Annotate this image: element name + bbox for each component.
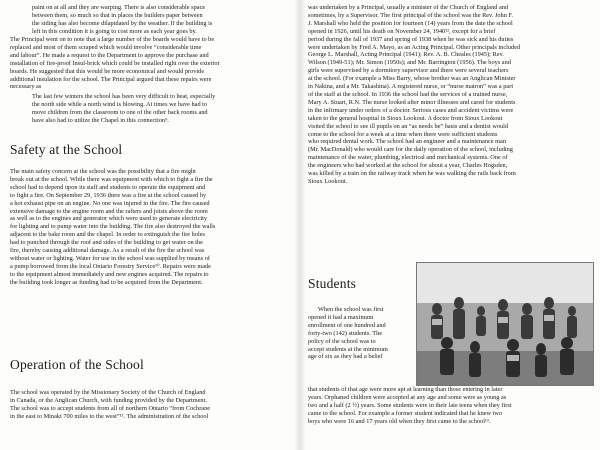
text-line: in the east to Minaki 700 miles to the west”¹¹. The administration of the school xyxy=(10,412,209,420)
text-line: in Nakina, and a Mr. Takashina). A registered nurse, or “nurse matron” was a part xyxy=(308,83,514,91)
paragraph-students-wide xyxy=(308,386,592,426)
text-line: When the school was first xyxy=(318,306,384,313)
heading-safety xyxy=(10,142,290,158)
text-line: extensive damage to the engine room and the rafters and joists above the room xyxy=(10,207,208,215)
text-line: George L. Marshall, Acting Principal (1941); Rev. A. B. Cheales (1945); Rev. xyxy=(308,51,504,59)
text-line: came to the school. For example a former student indicated that he knew two xyxy=(308,409,503,417)
text-line: and labour”. He made a request to the Department to approve the purchase and xyxy=(10,51,209,59)
text-line: the siding has also become dilapidated by the weather. If the building is xyxy=(32,19,213,27)
principal-quote-block xyxy=(10,93,290,125)
text-line: school had to depend upon its staff and students to operate the equipment and xyxy=(10,183,206,191)
text-line: forty-two (142) students. The xyxy=(308,329,383,337)
paragraph-operation xyxy=(10,389,290,421)
paragraph-administration xyxy=(308,4,592,186)
text-line: years. Orphaned children were accepted at any age and some were as young as xyxy=(308,393,507,401)
text-line: visited the school to see ill pupils on an “as needs be” basis and a dentist would xyxy=(308,122,509,130)
text-line: the north side while a north wind is blowing. At times we have had to xyxy=(32,100,208,108)
students-photo xyxy=(416,262,594,386)
text-line: a hot exhaust pipe on an engine. No one was injured in the fire. The fire caused xyxy=(10,199,210,207)
section-heading: Students xyxy=(308,276,357,291)
paragraph-students-narrow xyxy=(308,306,412,361)
text-line: enrollment of one hundred and xyxy=(308,321,386,329)
text-line: replaced and most of them scraped which would involve “considerable time xyxy=(10,43,202,51)
heading-students xyxy=(308,276,412,292)
text-line: sometimes, by a Supervisor. The first principal of the school was the Rev. John F. xyxy=(308,11,513,19)
text-line: maintenance of the water, plumbing, electrical and mechanical systems. One of xyxy=(308,154,508,162)
text-line: to fight a fire. On September 29, 1936 there was a fire at the school caused by xyxy=(10,191,207,199)
text-line: boys who were 16 and 17 years old when they first came to the school¹³. xyxy=(308,417,491,425)
text-line: for lighting and to pump water into the building. The fire also destroyed the walls xyxy=(10,223,216,231)
text-line: Wilson (1949-51); Mr. Simon (1950s); and Mr. Barrington (1956). The boys and xyxy=(308,59,511,67)
text-line: left in this condition it is going to cost more as each year goes by. xyxy=(32,27,197,35)
section-heading: Operation of the School xyxy=(10,357,144,372)
text-line: was killed by a train on the railway track when he was walking the rails back from xyxy=(308,170,516,178)
text-line: were undertaken by Fred A. Mayo, as an Acting Principal. Other principals included xyxy=(308,43,521,51)
text-line: necessary as xyxy=(10,83,42,91)
text-line: opened it had a maximum xyxy=(308,313,374,321)
text-line: had to punched through the roof and sides of the building to get water on the xyxy=(10,239,203,247)
paragraph-repairs xyxy=(10,36,290,91)
text-line: have also had to utilize the Chapel in this connection⁹. xyxy=(32,116,169,124)
text-line: who required dental work. The school had an engineer and a maintenance man xyxy=(308,138,506,146)
text-line: The school was operated by the Missionary Society of the Church of England xyxy=(10,389,206,396)
text-line: girls were supervised by a dormitory supervisor and there were several teachers xyxy=(308,67,509,75)
text-line: adjacent to the bake room and the chapel. In order to extinguish the fire holes xyxy=(10,231,205,239)
text-line: The last few winters the school has been very difficult to heat, especially xyxy=(32,93,216,100)
heading-operation xyxy=(10,357,290,373)
section-heading: Safety at the School xyxy=(10,142,123,157)
text-line: J. Marshall who held the position for fourteen (14) years from the date the school xyxy=(308,19,513,27)
text-line: in Canada, or the Anglican Church, with funding provided by the Department. xyxy=(10,396,207,404)
book-gutter-shadow xyxy=(294,0,306,450)
text-line: fire, thereby causing additional damage. As a result of the fire the school was xyxy=(10,247,205,255)
text-line: a pump borrowed from the local Ontario Forestry Service¹⁰. Repairs were made xyxy=(10,262,211,270)
text-line: period during the fall of 1937 and spring of 1938 when he was sick and his duties xyxy=(308,35,514,43)
text-line: age of six as they had a belief xyxy=(308,353,383,361)
text-line: Sioux Lookout. xyxy=(308,177,348,185)
intro-quote-block xyxy=(10,4,290,36)
text-line: installation of fire-proof Insul-brick which could be installed right over the exterior xyxy=(10,59,220,67)
text-line: (Mr. MacDonald) who would care for the daily operation of the school, including xyxy=(308,146,513,154)
text-line: taken to the general hospital in Sioux Lookout. A doctor from Sioux Lookout xyxy=(308,114,503,122)
text-line: break out at the school. While there was equipment with which to fight a fire the xyxy=(10,175,213,183)
text-line: Mary A. Stuart, R.N. The nurse looked after minor illnesses and cared for students xyxy=(308,98,516,106)
text-line: as well as to the engines and generator which were used to generate electricity xyxy=(10,215,208,223)
text-line: boards. He suggested that this would be more economical and would provide xyxy=(10,67,205,75)
text-line: move children from the classroom to one of the other back rooms and xyxy=(32,108,208,116)
text-line: two and a half (2 ½) years. Some students were in their late teens when they first xyxy=(308,401,512,409)
text-line: come to the school for a week at a time when there were sufficient students xyxy=(308,130,498,138)
text-line: without water or lighting. Water for use in the school was supplied by means of xyxy=(10,254,210,262)
text-line: between them, so much so that in places the builders paper between xyxy=(32,11,203,19)
text-line: that students of that age were more apt at learning than those entering in later xyxy=(308,386,503,393)
text-line: additional insulation for the school. The Principal argued that these repairs were xyxy=(10,75,212,83)
text-line: The main safety concern at the school was the possibility that a fire might xyxy=(10,168,196,175)
text-line: the building took longer as funding had to be acquired from the Department. xyxy=(10,278,203,286)
paragraph-safety xyxy=(10,168,290,287)
text-line: was undertaken by a Principal, usually a minister of the Church of England and xyxy=(308,4,509,11)
text-line: The Principal went on to note that a large number of the boards would have to be xyxy=(10,36,215,43)
text-line: of the staff at the school. In 1936 the school had the services of a trained nurse, xyxy=(308,90,508,98)
text-line: the engineers who had worked at the school for about a year, Charles Hogsden, xyxy=(308,162,508,170)
text-line: at the school. (For example a Miss Barry, whose brother was an Anglican Minister xyxy=(308,75,516,83)
text-line: paint on at all and they are warping. There is also considerable space xyxy=(32,4,206,11)
text-line: to the equipment almost immediately and new engines acquired. The repairs to xyxy=(10,270,209,278)
text-line: opened in 1926, until his death on November 24, 1940¹², except for a brief xyxy=(308,27,496,35)
text-line: policy of the school was to xyxy=(308,337,376,345)
text-line: The school was to accept students from all of northern Ontario “from Cochrane xyxy=(10,404,211,412)
text-line: in the infirmary under orders of a doctor. Serious cases and accident victims were xyxy=(308,106,514,114)
students-photo-illustration xyxy=(417,263,593,385)
text-line: accept students at the minimum xyxy=(308,345,388,353)
